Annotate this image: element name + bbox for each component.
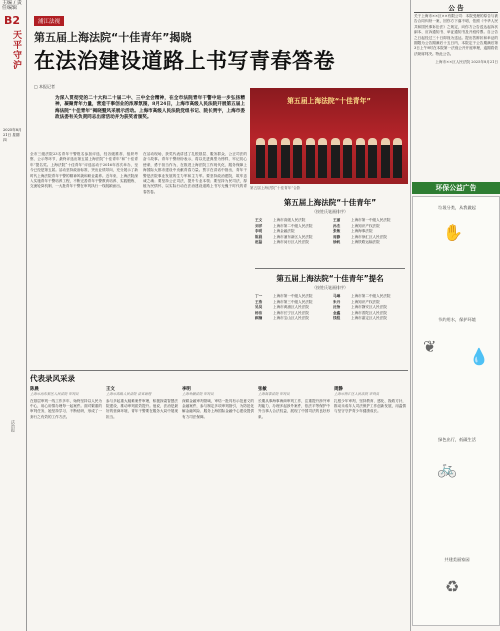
side-note: 法治报 bbox=[11, 420, 16, 432]
person-name: 王文 bbox=[255, 218, 263, 222]
rep-name: 李明 bbox=[182, 387, 191, 392]
court-name: 上海市普陀区人民法院 bbox=[351, 310, 387, 315]
rep-profile bbox=[334, 383, 406, 619]
court-name: 上海市第二中级人民法院 bbox=[273, 223, 313, 228]
lead-paragraph: 为深入贯彻党的二十大和二十届二中、三中全会精神，在全市法院青年干警中进一步弘扬精神，凝聚青年力量，营造干事创业的浓厚氛围，8月24日，上海市高级人民法院开展第五届上海法院“十佳青年”揭晓暨风采展示活动。上海市高级人民法院党组书记、院长贾宇，上海市委政法委有关负责同志出席活动并为获奖者颁奖。 bbox=[55, 96, 245, 121]
court-name: 上海市闵行区人民法院 bbox=[273, 240, 309, 245]
person-figure bbox=[381, 138, 390, 178]
rep-title: 上海金融法院 审判员 bbox=[182, 392, 214, 396]
rep-title: 上海海事法院 审判员 bbox=[258, 392, 290, 396]
person-name: 孙杰 bbox=[333, 223, 341, 228]
nominees-list-note: （按姓氏笔画排序） bbox=[312, 285, 348, 290]
court-name: 上海知识产权法院 bbox=[351, 299, 380, 304]
rep-text: 长期从事海事海商审判工作，注重提升涉外审判能力，办理多起涉外案件，依法平等保护中外当事人合法权益，展现了中国司法的良好形象。 bbox=[258, 398, 330, 419]
divider bbox=[255, 268, 405, 269]
nominees-list-title: 第五届上海法院“十佳青年”提名 bbox=[276, 274, 384, 283]
article-column-1: 全市三级法院23名青年干警报名参加评选，经各级推荐、组织考察、公示等环节，最终评选出第五届上海法院“十佳青年”和“十佳青年”提名奖。上海法院“十佳青年”评选活动于2016年首次举办，至今已经是第五届。活动坚持政治标准，突出业绩导向，充分展示了新时代上海法院青年干警的精神风貌和职业素养。近年来，上海法院深入实施青年干警培养工程，不断完善青年干警教育培养、实践锻炼、交流轮岗机制，一大批青年干警在审判执行一线脱颖而出。 bbox=[30, 152, 138, 189]
photo-caption: 第五届上海法院“十佳青年”合影 bbox=[250, 186, 301, 190]
person-figure bbox=[306, 138, 315, 178]
rep-text: 扎根少年审判，坚持教育、感化、挽救方针，推动未成年人司法保护工作创新发展，用温情与坚守守护青少年健康成长。 bbox=[334, 398, 406, 414]
court-name: 上海市宝山区人民法院 bbox=[273, 316, 309, 321]
court-name: 上海金融法院 bbox=[273, 229, 295, 234]
notice-body: 关于上海市××区××有限公司：本院受理的原告与被告合同纠纷一案，因你方下落不明，依照《中华人民共和国民事诉讼法》之规定，向你方公告送达起诉状副本、应诉通知书、举证通知书及开庭传票。自公告之日起经过三十日即视为送达。提出答辩状和举证的期限为公告期满后十五日内，本院定于公告期满后第3日上午9时在本院第一法庭公开开庭审理，逾期将依法缺席判决。特此公告。 bbox=[414, 14, 498, 56]
article-column-2: 在活动现场，获奖代表讲述了扎根基层、服务群众、公正司法的奋斗故事。青年干警纷纷表示，将以先进典型为榜样，牢记初心使命，勇于担当作为，在推进上海法院工作现代化、服务保障上海国际大都市建设中贡献青春力量。贾宇在讲话中指出，青年干警是法院事业发展的生力军和主力军。要坚持政治建院，筑牢忠诚之魂；要坚持公正司法，提升专业本领；要坚持为民司法，厚植为民情怀，以实际行动在法治建设道路上书写无愧于时代的青春答卷。 bbox=[143, 152, 247, 194]
divider bbox=[30, 370, 408, 371]
rep-text: 参与多起重大疑难案件审理，积极探索智慧法院建设，推动审判质效提升。他说，法治是最好的营商环境，青年干警要在服务大局中展现担当。 bbox=[106, 398, 178, 419]
editor-credit: 主编 / 责任编辑 bbox=[2, 0, 22, 11]
person-name: 王浩 bbox=[255, 299, 263, 304]
person-figure bbox=[293, 138, 302, 178]
person-name: 陈晨 bbox=[255, 234, 263, 239]
winners-grid bbox=[255, 218, 405, 246]
person-figure bbox=[318, 138, 327, 178]
notice-footer: 上海市××区人民法院 2025年8月21日 bbox=[435, 60, 498, 65]
byline: □ 本报记者 bbox=[34, 84, 56, 89]
leaf-icon: ❦ bbox=[423, 337, 437, 356]
person-name: 赵磊 bbox=[255, 240, 263, 245]
winners-list-note: （按姓氏笔画排序） bbox=[312, 209, 348, 214]
court-name: 上海市徐汇区人民法院 bbox=[351, 234, 387, 239]
rep-profile bbox=[30, 383, 102, 619]
person-figure bbox=[368, 138, 377, 178]
court-name: 上海市第一中级人民法院 bbox=[351, 218, 391, 222]
court-name: 上海市长宁区人民法院 bbox=[273, 310, 309, 315]
rep-profile bbox=[106, 383, 178, 619]
nominees-grid bbox=[255, 294, 405, 322]
rep-name: 张敏 bbox=[258, 387, 267, 392]
rep-profile bbox=[258, 383, 330, 619]
eco-slogan: 共建美丽家园 bbox=[444, 557, 470, 562]
person-figure bbox=[331, 138, 340, 178]
list-item bbox=[255, 316, 327, 322]
sidebar-divider bbox=[410, 0, 411, 631]
person-name: 李明 bbox=[255, 229, 263, 234]
court-name: 上海市嘉定区人民法院 bbox=[351, 316, 387, 321]
page-number: B2 bbox=[4, 14, 21, 27]
list-item bbox=[333, 240, 405, 246]
court-name: 上海海事法院 bbox=[351, 229, 373, 234]
person-name: 钱程 bbox=[333, 316, 341, 321]
court-name: 上海市第三中级人民法院 bbox=[273, 299, 313, 304]
winners-list-title: 第五届上海法院“十佳青年” bbox=[283, 198, 377, 207]
bicycle-icon: 🚲 bbox=[437, 459, 457, 478]
rep-text: 在基层审判一线工作多年，始终坚持以人民为中心，用心用情办理每一起案件。面对繁重的审判任务，她坚持学习、不断钻研，形成了一套行之有效的工作方法。 bbox=[30, 398, 102, 419]
court-name: 上海知识产权法院 bbox=[351, 223, 380, 228]
person-name: 杨洁 bbox=[255, 310, 263, 315]
court-name: 上海市静安区人民法院 bbox=[351, 305, 387, 310]
rep-title: 上海市高级人民法院 法官助理 bbox=[106, 392, 152, 396]
issue-date: 2025年8月21日 星期四 bbox=[3, 128, 22, 142]
person-name: 张敏 bbox=[333, 229, 341, 234]
drop-icon: 💧 bbox=[469, 347, 489, 366]
person-name: 金鑫 bbox=[333, 310, 341, 315]
person-name: 朱丹 bbox=[333, 299, 341, 304]
recycle-icon: ♻ bbox=[445, 577, 460, 596]
person-name: 刘洋 bbox=[255, 223, 263, 228]
person-name: 顾楠 bbox=[255, 316, 263, 321]
court-name: 上海市高级人民法院 bbox=[273, 218, 306, 222]
person-name: 吴昊 bbox=[255, 305, 263, 310]
eco-ad-title: 环保公益广告 bbox=[412, 182, 500, 194]
eco-slogan: 节约用水，保护环境 bbox=[438, 317, 476, 322]
list-item bbox=[255, 240, 327, 246]
photo-people bbox=[256, 136, 402, 178]
court-name: 上海市浦东新区人民法院 bbox=[273, 234, 313, 239]
person-figure bbox=[393, 138, 402, 178]
rep-name: 周静 bbox=[334, 387, 343, 392]
article-headline: 在法治建设道路上书写青春答卷 bbox=[34, 49, 335, 73]
rep-name: 王文 bbox=[106, 387, 115, 392]
eco-slogan: 垃圾分类，从我做起 bbox=[438, 205, 476, 210]
person-name: 马琳 bbox=[333, 294, 341, 298]
person-name: 徐帆 bbox=[333, 240, 341, 245]
person-figure bbox=[268, 138, 277, 178]
column-name: 天平守沪 bbox=[11, 30, 21, 70]
group-photo bbox=[250, 88, 408, 184]
notice-box bbox=[414, 14, 498, 65]
section-tag: 浦江法视 bbox=[34, 16, 64, 26]
rep-text: 深耕金融审判领域，审结一批具有示范意义的金融案件，参与制定多项审判指引，为防范化解金融风险、服务上海国际金融中心建设提供有力司法保障。 bbox=[182, 398, 254, 419]
hand-icon: ✋ bbox=[443, 223, 463, 242]
court-name: 上海市第一中级人民法院 bbox=[273, 294, 313, 298]
person-figure bbox=[281, 138, 290, 178]
notice-title: 公 告 bbox=[414, 3, 498, 13]
photo-banner: 第五届上海法院“十佳青年” bbox=[287, 97, 371, 105]
rep-title: 上海市浦东新区人民法院 审判员 bbox=[30, 392, 79, 396]
person-name: 周静 bbox=[333, 234, 341, 239]
person-name: 王丽 bbox=[333, 218, 341, 222]
eco-slogan: 绿色出行，低碳生活 bbox=[438, 437, 476, 442]
article-subtitle: 第五届上海法院“十佳青年”揭晓 bbox=[34, 31, 192, 44]
person-name: 丁一 bbox=[255, 294, 263, 298]
person-figure bbox=[256, 138, 265, 178]
rep-profile bbox=[182, 383, 254, 619]
nominees-list bbox=[255, 273, 405, 322]
left-margin bbox=[0, 0, 27, 631]
rep-name: 陈晨 bbox=[30, 387, 39, 392]
person-figure bbox=[343, 138, 352, 178]
rep-title: 上海市徐汇区人民法院 审判员 bbox=[334, 392, 380, 396]
winners-list bbox=[255, 197, 405, 246]
court-name: 上海市黄浦区人民法院 bbox=[273, 305, 309, 310]
reps-section-title: 代表录风采录 bbox=[30, 374, 75, 383]
list-item bbox=[333, 316, 405, 322]
court-name: 上海铁路运输法院 bbox=[351, 240, 380, 245]
person-name: 沈怡 bbox=[333, 305, 341, 310]
court-name: 上海市第二中级人民法院 bbox=[351, 294, 391, 298]
person-figure bbox=[356, 138, 365, 178]
eco-ad-artwork bbox=[412, 196, 500, 626]
